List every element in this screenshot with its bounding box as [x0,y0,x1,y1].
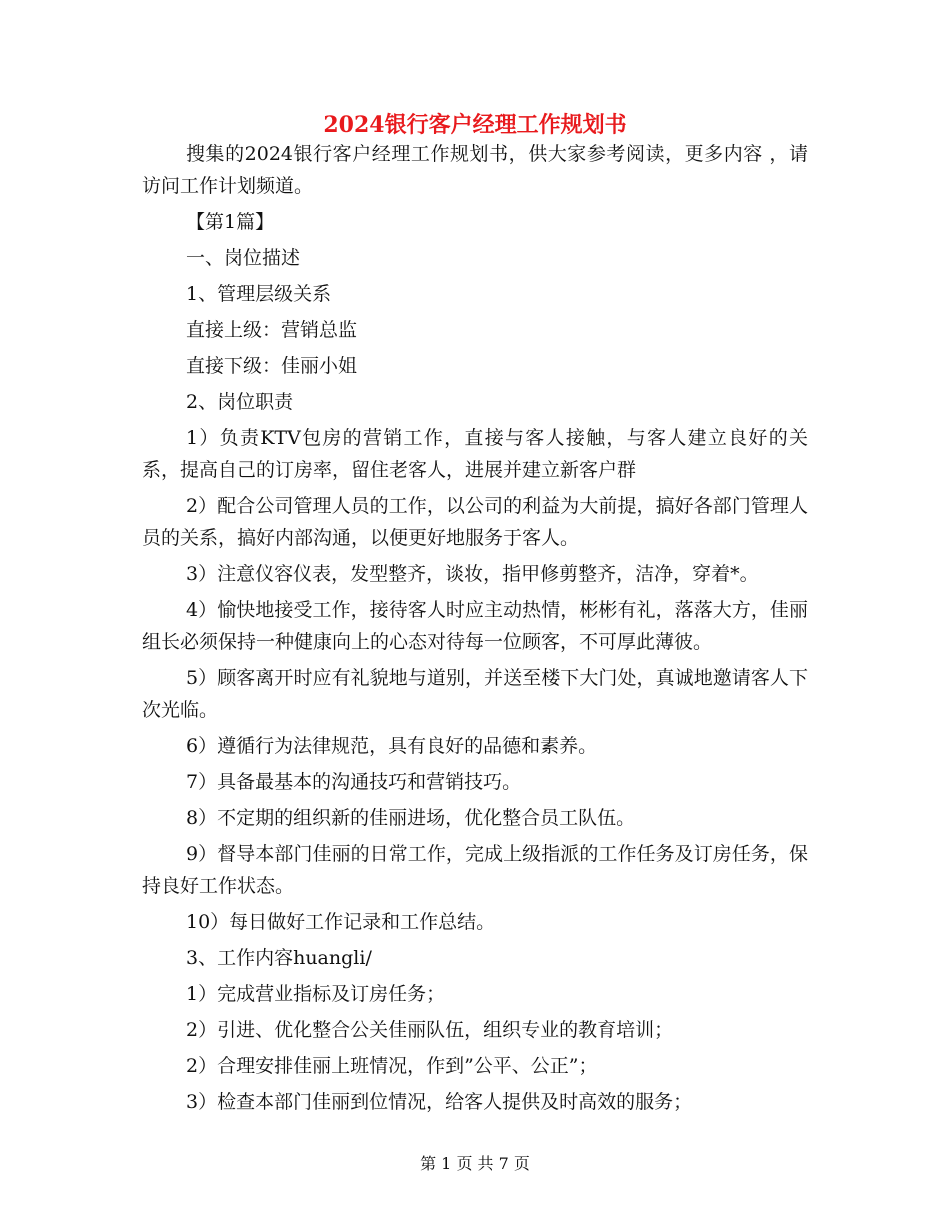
content-item-1: 1）完成营业指标及订房任务； [186,983,446,1005]
subheading-work-content: 3、工作内容huangli/ [186,947,372,969]
page-footer: 第 1 页 共 7 页 [420,1154,530,1173]
duty-item-3: 3）注意仪容仪表，发型整齐，谈妆，指甲修剪整齐，洁净，穿着*。 [186,563,759,585]
duty-item-6: 6）遵循行为法律规范，具有良好的品德和素养。 [186,735,598,757]
duty-item-5: 5）顾客离开时应有礼貌地与道别，并送至楼下大门处，真诚地邀请客人下次光临。 [142,667,808,721]
duty-item-4: 4）愉快地接受工作，接待客人时应主动热情，彬彬有礼，落落大方，佳丽组长必须保持一种健康向上的心态对待每一位顾客，不可厚此薄彼。 [142,599,808,653]
document-title: 2024银行客户经理工作规划书 [323,112,627,138]
intro-paragraph: 搜集的2024银行客户经理工作规划书，供大家参考阅读，更多内容 ，请访问工作计划频道。 [142,143,808,197]
subheading-job-duties: 2、岗位职责 [186,391,294,413]
content-item-2b: 2）合理安排佳丽上班情况，作到”公平、公正”； [186,1055,598,1077]
duty-item-8: 8）不定期的组织新的佳丽进场，优化整合员工队伍。 [186,807,636,829]
duty-item-7: 7）具备最基本的沟通技巧和营销技巧。 [186,771,522,793]
direct-subordinate: 直接下级：佳丽小姐 [186,355,358,377]
duty-item-10: 10）每日做好工作记录和工作总结。 [186,911,496,933]
duty-item-2: 2）配合公司管理人员的工作，以公司的利益为大前提，搞好各部门管理人员的关系，搞好内部沟通，以便更好地服务于客人。 [142,495,808,549]
section-label: 【第1篇】 [186,211,275,233]
content-item-3: 3）检查本部门佳丽到位情况，给客人提供及时高效的服务； [186,1091,693,1113]
subheading-management-levels: 1、管理层级关系 [186,283,332,305]
duty-item-1: 1）负责KTV包房的营销工作，直接与客人接触，与客人建立良好的关系，提高自己的订房率，留住老客人，进展并建立新客户群 [142,427,808,481]
document-body [142,138,808,1118]
heading-job-description: 一、岗位描述 [186,247,301,269]
duty-item-9: 9）督导本部门佳丽的日常工作，完成上级指派的工作任务及订房任务，保持良好工作状态。 [142,843,808,897]
content-item-2: 2）引进、优化整合公关佳丽队伍，组织专业的教育培训； [186,1019,674,1041]
direct-superior: 直接上级：营销总监 [186,319,358,341]
